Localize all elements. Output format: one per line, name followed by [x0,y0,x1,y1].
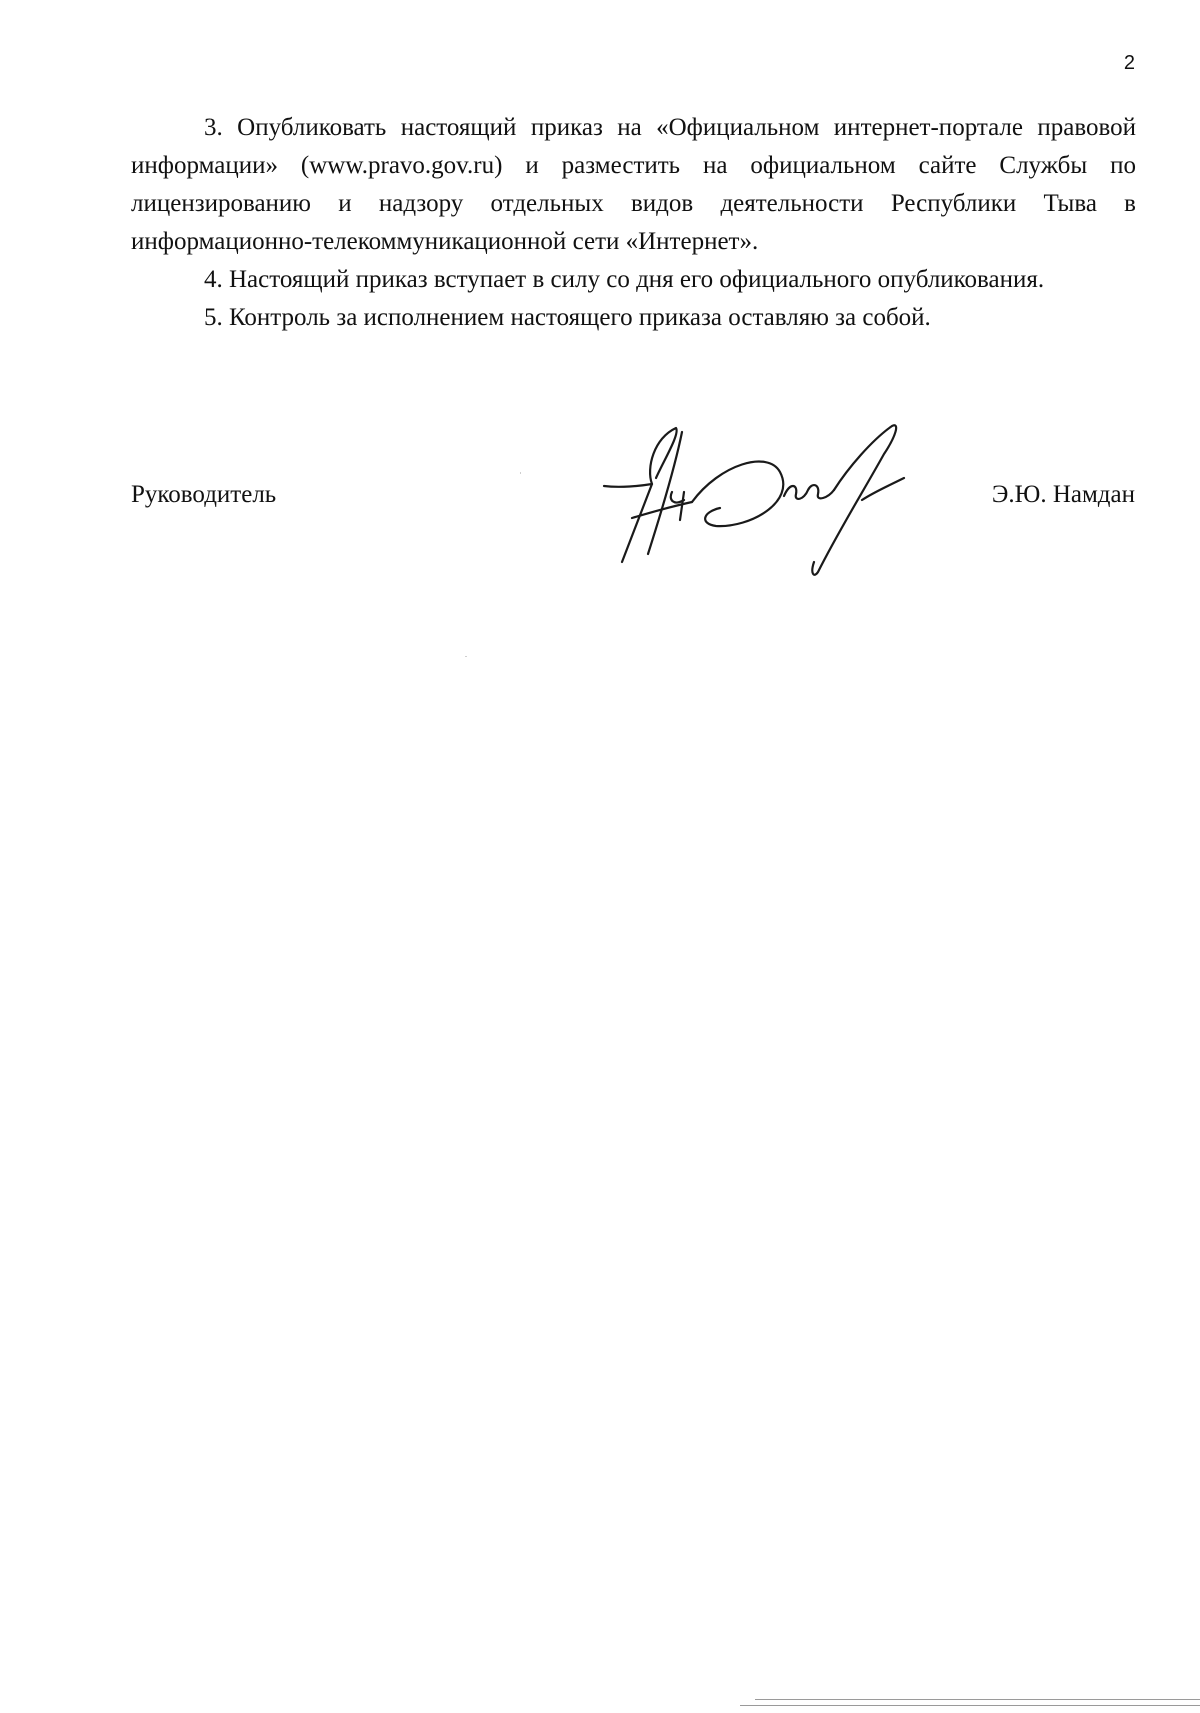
scan-edge-line [740,1705,1200,1706]
scan-speck [520,472,521,474]
paragraph-3: 3. Опубликовать настоящий приказ на «Официальном интернет-портале правовой информации» (www.pravo.gov.ru) и разместить на официальном сайте Службы по лицензированию и надзору отдельных видов деятельности Республики Тыва в информационно-телекоммуникационной сети «Интернет». [131,114,1136,255]
signer-name: Э.Ю. Намдан [991,481,1135,508]
position-title: Руководитель [131,481,277,508]
paragraph-4: 4. Настоящий приказ вступает в силу со дня его официального опубликования. [204,266,1045,293]
paragraph-5: 5. Контроль за исполнением настоящего приказа оставляю за собой. [204,304,931,331]
handwritten-signature [600,420,950,580]
scan-edge-line [755,1699,1200,1700]
scan-speck [465,656,467,657]
page-number: 2 [1123,52,1135,74]
